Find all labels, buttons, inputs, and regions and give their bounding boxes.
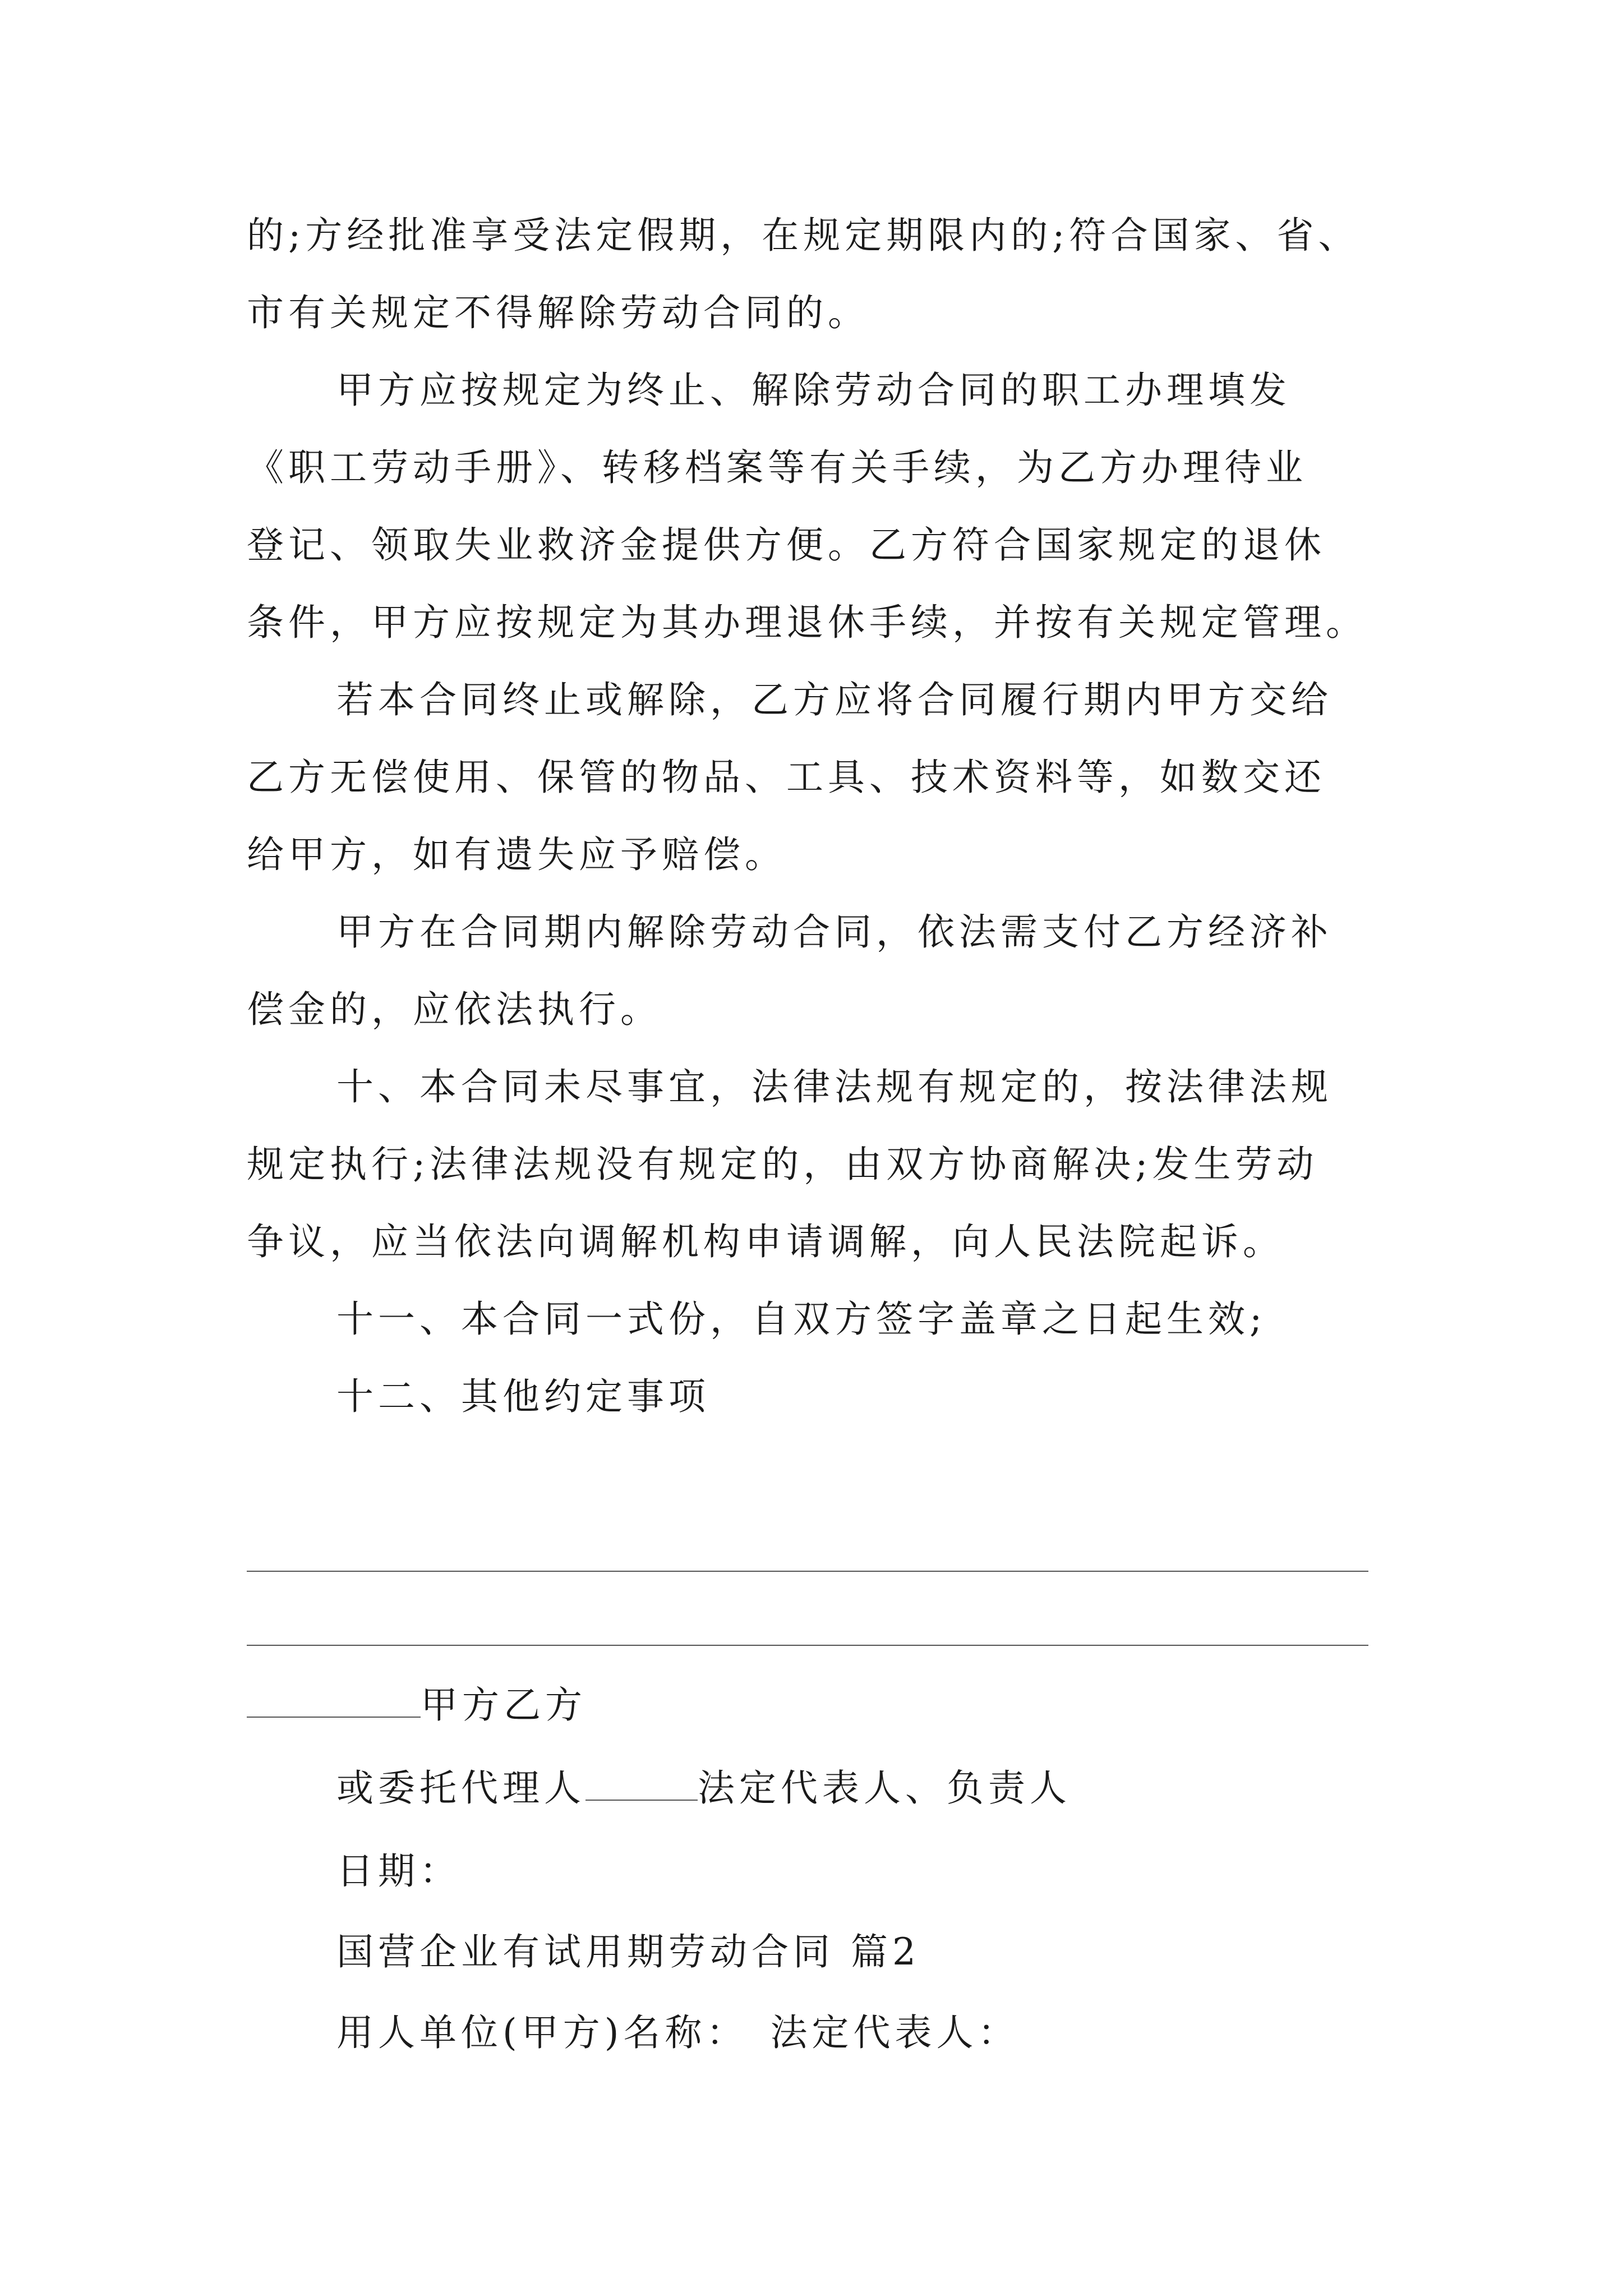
- agent-blank: [585, 1766, 698, 1801]
- paragraph-line: 十、本合同未尽事宜，法律法规有规定的，按法律法规: [336, 1065, 1332, 1108]
- employer-name-label: 用人单位(甲方)名称：: [336, 2011, 748, 2054]
- signature-blank: [247, 1683, 421, 1718]
- legal-rep-label: 法定代表人：: [770, 2011, 1020, 2054]
- agent-label: 或委托代理人: [336, 1766, 585, 1810]
- blank-line-1: [247, 1571, 1368, 1572]
- blank-line-2: [247, 1645, 1368, 1646]
- next-contract-title: 国营企业有试用期劳动合同 篇2: [336, 1930, 920, 1973]
- paragraph-line: 规定执行;法律法规没有规定的，由双方协商解决;发生劳动: [247, 1143, 1318, 1186]
- parties-label: 甲方乙方: [421, 1683, 587, 1727]
- paragraph-line: 若本合同终止或解除，乙方应将合同履行期内甲方交给: [336, 678, 1332, 721]
- representative-label: 法定代表人、负责人: [698, 1766, 1071, 1810]
- paragraph-line: 登记、领取失业救济金提供方便。乙方符合国家规定的退休: [247, 523, 1326, 567]
- paragraph-line: 甲方应按规定为终止、解除劳动合同的职工办理填发: [336, 369, 1291, 412]
- paragraph-line: 的;方经批准享受法定假期，在规定期限内的;符合国家、省、: [247, 214, 1360, 257]
- employer-row: [336, 2010, 1020, 2055]
- clause-twelve: 十二、其他约定事项: [336, 1375, 710, 1418]
- paragraph-line: 偿金的，应依法执行。: [247, 988, 662, 1031]
- paragraph-line: 争议，应当依法向调解机构申请调解，向人民法院起诉。: [247, 1220, 1284, 1263]
- paragraph-line: 给甲方，如有遗失应予赔偿。: [247, 833, 786, 876]
- paragraph-line: 甲方在合同期内解除劳动合同，依法需支付乙方经济补: [336, 910, 1332, 954]
- paragraph-line: 条件，甲方应按规定为其办理退休手续，并按有关规定管理。: [247, 601, 1367, 644]
- date-label: 日期：: [336, 1849, 461, 1893]
- clause-eleven: 十一、本合同一式份，自双方签字盖章之日起生效;: [336, 1297, 1267, 1341]
- signature-parties-row: [247, 1683, 587, 1728]
- paragraph-line: 乙方无偿使用、保管的物品、工具、技术资料等，如数交还: [247, 756, 1326, 799]
- paragraph-line: 市有关规定不得解除劳动合同的。: [247, 291, 869, 334]
- paragraph-line: 《职工劳动手册》、转移档案等有关手续，为乙方办理待业: [247, 446, 1307, 489]
- agent-row: [336, 1766, 1071, 1811]
